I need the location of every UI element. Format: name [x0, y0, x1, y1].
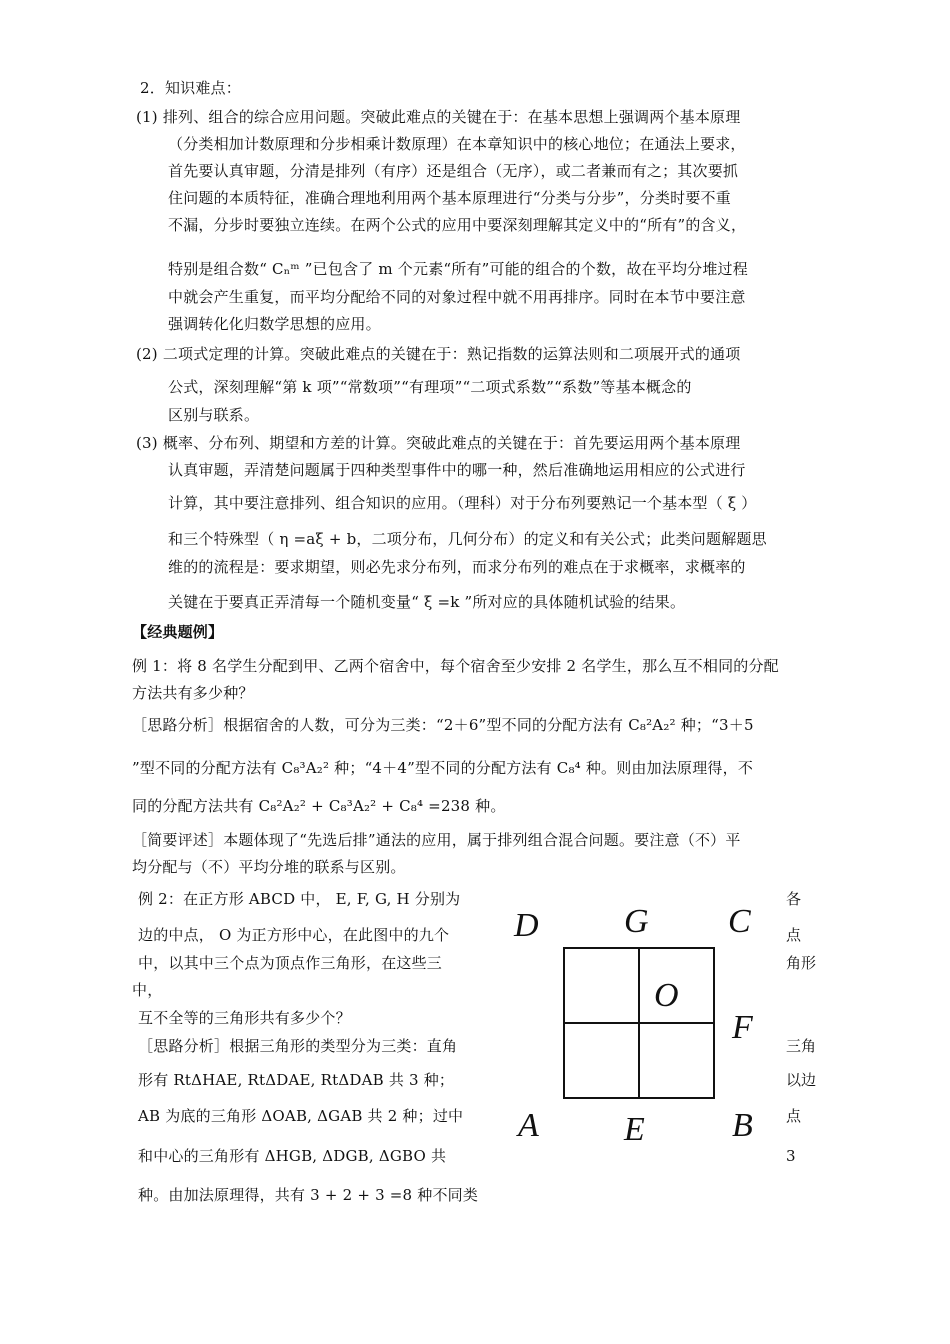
- label-E: E: [624, 1111, 645, 1148]
- ex2-line-4: 中，: [132, 981, 163, 999]
- p1-line-3: 首先要认真审题，分清是排列（有序）还是组合（无序），或二者兼而有之；其次要抓: [168, 162, 739, 180]
- ex1-line-4: ”型不同的分配方法有 C₈³A₂² 种；“4＋4”型不同的分配方法有 C₈⁴ 种。则由加法原理得，不: [132, 759, 754, 777]
- label-A: A: [518, 1107, 539, 1144]
- ex1-line-7: 均分配与（不）平均分堆的联系与区别。: [132, 858, 406, 876]
- ex2-line-2: 边的中点， O 为正方形中心，在此图中的九个: [138, 926, 450, 944]
- section-title: 2．知识难点：: [140, 79, 241, 97]
- p1-line-7: 中就会产生重复，而平均分配给不同的对象过程中就不用再排序。同时在本节中要注意: [168, 288, 746, 306]
- p1-line-8: 强调转化化归数学思想的应用。: [168, 315, 381, 333]
- p3-line-6: 关键在于要真正弄清每一个随机变量“ ξ =k ”所对应的具体随机试验的结果。: [168, 593, 686, 611]
- p1-line-5: 不漏，分步时要独立连续。在两个公式的应用中要深刻理解其定义中的“所有”的含义，: [168, 216, 747, 234]
- p1-line-6: 特别是组合数“ Cₙᵐ ”已包含了 m 个元素“所有”可能的组合的个数，故在平均分堆过程: [168, 260, 748, 278]
- p1-line-2: （分类相加计数原理和分步相乘计数原理）在本章知识中的核心地位；在通法上要求，: [168, 135, 746, 153]
- square-diagram: [508, 890, 778, 1160]
- label-F: F: [732, 1009, 753, 1046]
- ex1-line-6: ［简要评述］本题体现了“先选后排”通法的应用，属于排列组合混合问题。要注意（不）平: [132, 831, 741, 849]
- p3-line-5: 维的的流程是：要求期望，则必先求分布列，而求分布列的难点在于求概率，求概率的: [168, 558, 746, 576]
- ex1-line-3: ［思路分析］根据宿舍的人数，可分为三类：“2＋6”型不同的分配方法有 C₈²A₂² 种；“3＋5: [132, 716, 754, 734]
- square-figure: [508, 890, 778, 1160]
- right-fragment-7: 3: [786, 1147, 796, 1165]
- p1-line-1: (1) 排列、组合的综合应用问题。突破此难点的关键在于：在基本思想上强调两个基本原理: [136, 108, 741, 126]
- ex2-line-3: 中，以其中三个点为顶点作三角形，在这些三: [138, 954, 443, 972]
- p3-line-3: 计算，其中要注意排列、组合知识的应用。（理科）对于分布列要熟记一个基本型（ ξ ）: [168, 494, 757, 512]
- ex2-line-8: AB 为底的三角形 ΔOAB, ΔGAB 共 2 种；过中: [138, 1107, 464, 1125]
- ex2-line-10: 种。由加法原理得，共有 3 + 2 + 3 =8 种不同类: [138, 1186, 479, 1204]
- right-fragment-3: 角形: [786, 954, 817, 972]
- classic-examples-heading: 【经典题例】: [132, 623, 224, 641]
- ex1-line-5: 同的分配方法共有 C₈²A₂² + C₈³A₂² + C₈⁴ =238 种。: [132, 797, 506, 815]
- p3-line-1: (3) 概率、分布列、期望和方差的计算。突破此难点的关键在于：首先要运用两个基本原理: [136, 434, 741, 452]
- label-C: C: [728, 903, 751, 940]
- p2-line-2: 公式，深刻理解“第 k 项”“常数项”“有理项”“二项式系数”“系数”等基本概念的: [168, 378, 692, 396]
- p1-line-4: 住问题的本质特征，准确合理地利用两个基本原理进行“分类与分步”，分类时要不重: [168, 189, 731, 207]
- right-fragment-2: 点: [786, 926, 802, 944]
- right-fragment-6: 点: [786, 1107, 802, 1125]
- right-fragment-5: 以边: [786, 1071, 817, 1089]
- p2-line-1: (2) 二项式定理的计算。突破此难点的关键在于：熟记指数的运算法则和二项展开式的通项: [136, 345, 741, 363]
- label-G: G: [624, 903, 649, 940]
- label-O: O: [654, 977, 679, 1014]
- ex2-line-6: ［思路分析］根据三角形的类型分为三类：直角: [138, 1037, 458, 1055]
- ex2-line-9: 和中心的三角形有 ΔHGB, ΔDGB, ΔGBO 共: [138, 1147, 447, 1165]
- ex2-line-5: 互不全等的三角形共有多少个？: [138, 1009, 351, 1027]
- p2-line-3: 区别与联系。: [168, 406, 260, 424]
- label-D: D: [514, 907, 539, 944]
- right-fragment-4: 三角: [786, 1037, 817, 1055]
- label-B: B: [732, 1107, 753, 1144]
- ex2-line-1: 例 2：在正方形 ABCD 中， E, F, G, H 分别为: [138, 890, 461, 908]
- p3-line-4: 和三个特殊型（ η =aξ + b，二项分布，几何分布）的定义和有关公式；此类问题解题思: [168, 530, 767, 548]
- ex1-line-1: 例 1：将 8 名学生分配到甲、乙两个宿舍中，每个宿舍至少安排 2 名学生，那么互不相同的分配: [132, 657, 779, 675]
- right-fragment-1: 各: [786, 890, 802, 908]
- ex1-line-2: 方法共有多少种？: [132, 684, 254, 702]
- ex2-line-7: 形有 RtΔHAE, RtΔDAE, RtΔDAB 共 3 种；: [138, 1071, 455, 1089]
- p3-line-2: 认真审题，弄清楚问题属于四种类型事件中的哪一种，然后准确地运用相应的公式进行: [168, 461, 746, 479]
